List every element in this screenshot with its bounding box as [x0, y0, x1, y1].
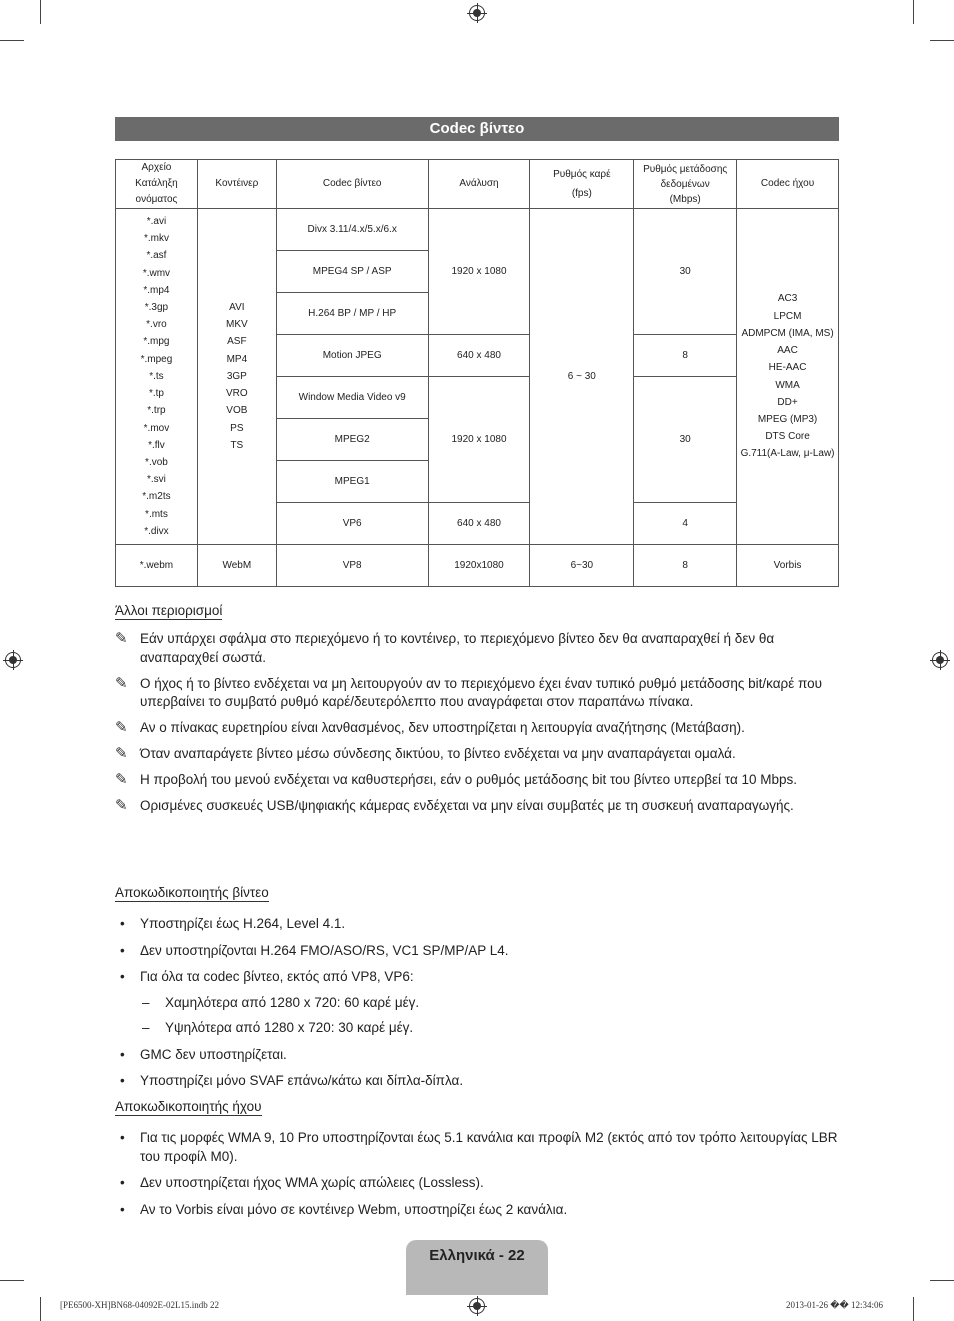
- table-row: [116, 209, 839, 251]
- header-cell: Κοντέινερ: [197, 160, 276, 209]
- dash-icon: –: [142, 1020, 150, 1035]
- list-item: • Δεν υποστηρίζονται H.264 FMO/ASO/RS, VC1 SP/MP/AP L4.: [115, 942, 839, 961]
- sub-list-item: – Χαμηλότερα από 1280 x 720: 60 καρέ μέγ.: [115, 994, 839, 1013]
- list-item: • Υποστηρίζει μόνο SVAF επάνω/κάτω και δίπλα-δίπλα.: [115, 1072, 839, 1091]
- bullet-icon: •: [120, 1046, 125, 1062]
- pen-icon: ✎: [115, 771, 128, 788]
- pen-icon: ✎: [115, 674, 128, 692]
- registration-mark-icon: [932, 652, 948, 668]
- table-header-row: [116, 160, 839, 209]
- bitrate-cell: 4: [634, 503, 737, 545]
- pen-icon: ✎: [115, 745, 128, 762]
- bitrate-cell: 8: [634, 335, 737, 377]
- note-item: ✎ Όταν αναπαράγετε βίντεο μέσω σύνδεσης δικτύου, το βίντεο ενδέχεται να μην αναπαράγεται ομαλά.: [115, 745, 736, 762]
- video-decoder-heading: Αποκωδικοποιητής βίντεο: [115, 885, 269, 900]
- note-item: ✎ Αν ο πίνακας ευρετηρίου είναι λανθασμένος, δεν υποστηρίζεται η λειτουργία αναζήτησης (Μετάβαση).: [115, 719, 745, 736]
- codec-cell: VP8: [276, 545, 428, 587]
- page-number-tab: Ελληνικά - 22: [406, 1240, 548, 1295]
- codec-cell: Window Media Video v9: [276, 377, 428, 419]
- header-cell: Codec βίντεο: [276, 160, 428, 209]
- resolution-cell: 1920 x 1080: [428, 209, 530, 335]
- crop-mark: [930, 1280, 954, 1281]
- header-cell: Ρυθμός καρέ (fps): [530, 160, 634, 209]
- framerate-cell: 6 ~ 30: [530, 209, 634, 545]
- footer-timestamp: 2013-01-26 �� 12:34:06: [786, 1300, 883, 1310]
- table-row: [116, 545, 839, 587]
- crop-mark: [40, 0, 41, 24]
- codec-cell: Divx 3.11/4.x/5.x/6.x: [276, 209, 428, 251]
- other-limits-heading: Άλλοι περιορισμοί: [115, 603, 223, 618]
- dash-icon: –: [142, 994, 150, 1010]
- pen-icon: ✎: [115, 719, 128, 736]
- note-item: ✎ Ορισμένες συσκευές USB/ψηφιακής κάμερας ενδέχεται να μην είναι συμβατές με τη συσκευή αναπαραγωγής.: [115, 797, 794, 814]
- crop-mark: [40, 1297, 41, 1321]
- codec-cell: H.264 BP / MP / HP: [276, 293, 428, 335]
- note-item: ✎ Η προβολή του μενού ενδέχεται να καθυστερήσει, εάν ο ρυθμός μετάδοσης bit του βίντεο υπερβεί τα 10 Mbps.: [115, 771, 798, 788]
- section-title: Codec βίντεο: [115, 117, 839, 141]
- crop-mark: [913, 1297, 914, 1321]
- registration-mark-icon: [469, 5, 485, 21]
- containers-cell: WebM: [197, 545, 276, 587]
- header-cell: Codec ήχου: [737, 160, 839, 209]
- crop-mark: [913, 0, 914, 24]
- bullet-icon: •: [120, 1201, 125, 1217]
- other-limits-notes: [115, 630, 839, 823]
- bullet-icon: •: [120, 969, 125, 984]
- list-item: • Για τις μορφές WMA 9, 10 Pro υποστηρίζονται έως 5.1 κανάλια και προφίλ M2 (εκτός από τον τρόπο λειτουργίας LBR του προφίλ M0).: [120, 1130, 838, 1164]
- crop-mark: [0, 40, 24, 41]
- crop-mark: [930, 40, 954, 41]
- registration-mark-icon: [5, 652, 21, 668]
- resolution-cell: 1920 x 1080: [428, 377, 530, 503]
- resolution-cell: 640 x 480: [428, 335, 530, 377]
- list-item: • Αν το Vorbis είναι μόνο σε κοντέινερ Webm, υποστηρίζει έως 2 κανάλια.: [115, 1201, 839, 1220]
- codec-cell: VP6: [276, 503, 428, 545]
- registration-mark-icon: [469, 1298, 485, 1314]
- codec-cell: MPEG2: [276, 419, 428, 461]
- sub-list-item: – Υψηλότερα από 1280 x 720: 30 καρέ μέγ.: [115, 1019, 839, 1038]
- extensions-cell: *.webm: [116, 545, 198, 587]
- note-item: ✎ Ο ήχος ή το βίντεο ενδέχεται να μη λειτουργούν αν το περιεχόμενο έχει έναν τυπικό ρυθμό μετάδοσης bit/καρέ που υπερβαίνει το συμβατό ρυθμό καρέ/δευτερόλεπτο που αναγράφεται στον παραπάνω πίνακα.: [115, 674, 823, 709]
- bitrate-cell: 30: [634, 209, 737, 335]
- codec-cell: MPEG1: [276, 461, 428, 503]
- audio-codec-cell: Vorbis: [737, 545, 839, 587]
- codec-cell: Motion JPEG: [276, 335, 428, 377]
- bullet-icon: •: [120, 1073, 125, 1088]
- containers-cell: AVI MKV ASF MP4 3GP VRO VOB PS TS: [197, 209, 276, 545]
- bitrate-cell: 30: [634, 377, 737, 503]
- audio-decoder-list: [115, 1129, 839, 1219]
- bullet-icon: •: [120, 916, 125, 931]
- pen-icon: ✎: [115, 630, 128, 647]
- footer-file-info: [PE6500-XH]BN68-04092E-02L15.indb 22: [60, 1300, 219, 1310]
- bitrate-cell: 8: [634, 545, 737, 587]
- resolution-cell: 640 x 480: [428, 503, 530, 545]
- audio-decoder-heading: Αποκωδικοποιητής ήχου: [115, 1099, 262, 1114]
- list-item: • GMC δεν υποστηρίζεται.: [115, 1046, 839, 1065]
- framerate-cell: 6~30: [530, 545, 634, 587]
- crop-mark: [0, 1280, 24, 1281]
- bullet-icon: •: [120, 1175, 125, 1190]
- codec-cell: MPEG4 SP / ASP: [276, 251, 428, 293]
- note-item: ✎ Εάν υπάρχει σφάλμα στο περιεχόμενο ή το κοντέινερ, το περιεχόμενο βίντεο δεν θα αναπαραχθεί ή δεν θα αναπαραχθεί σωστά.: [115, 630, 775, 665]
- header-cell: Ανάλυση: [428, 160, 530, 209]
- audio-codec-cell: AC3 LPCM ADMPCM (IMA, MS) AAC HE-AAC WMA DD+ MPEG (MP3) DTS Core G.711(A-Law, μ-Law): [737, 209, 839, 545]
- bullet-icon: •: [120, 1130, 125, 1145]
- resolution-cell: 1920x1080: [428, 545, 530, 587]
- video-decoder-list: [115, 915, 839, 1091]
- codec-table: [115, 159, 839, 587]
- header-cell: Αρχείο Κατάληξη ονόματος: [116, 160, 198, 209]
- list-item: • Υποστηρίζει έως H.264, Level 4.1.: [115, 915, 839, 934]
- list-item: • Δεν υποστηρίζεται ήχος WMA χωρίς απώλειες (Lossless).: [115, 1174, 839, 1193]
- header-cell: Ρυθμός μετάδοσης δεδομένων (Mbps): [634, 160, 737, 209]
- list-item: • Για όλα τα codec βίντεο, εκτός από VP8, VP6:: [115, 968, 839, 987]
- bullet-icon: •: [120, 942, 125, 958]
- extensions-cell: *.avi *.mkv *.asf *.wmv *.mp4 *.3gp *.vro *.mpg *.mpeg *.ts *.tp *.trp *.mov *.flv *.vob *.svi *.m2ts *.mts *.divx: [116, 209, 198, 545]
- pen-icon: ✎: [115, 797, 128, 814]
